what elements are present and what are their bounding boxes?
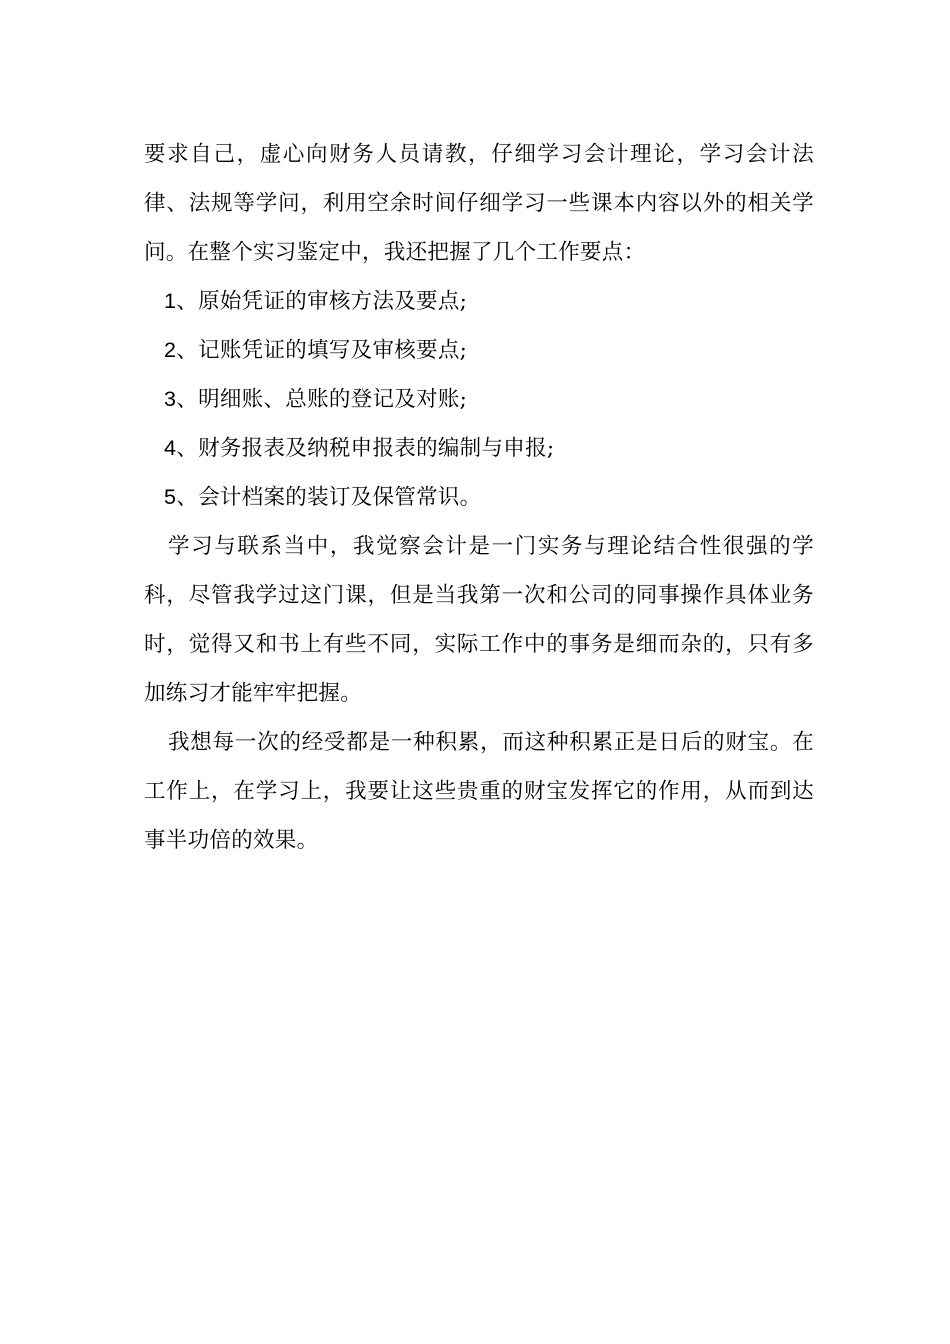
list-item-number: 4 [164, 436, 177, 460]
body-paragraph-3: 我想每一次的经受都是一种积累，而这种积累正是日后的财宝。在工作上，在学习上，我要让这些贵重的财宝发挥它的作用，从而到达事半功倍的效果。 [144, 730, 814, 853]
list-item-text: 、原始凭证的审核方法及要点; [176, 289, 468, 314]
list-item-number: 3 [164, 387, 177, 411]
list-item-text: 、财务报表及纳税申报表的编制与申报; [176, 436, 555, 461]
intro-paragraph: 要求自己，虚心向财务人员请教，仔细学习会计理论，学习会计法律、法规等学问，利用空余时间仔细学习一些课本内容以外的相关学问。在整个实习鉴定中，我还把握了几个工作要点： [144, 142, 814, 265]
list-item-text: 、明细账、总账的登记及对账; [176, 387, 468, 412]
list-item-text: 、会计档案的装订及保管常识。 [176, 485, 482, 510]
body-paragraph-2: 学习与联系当中，我觉察会计是一门实务与理论结合性很强的学科，尽管我学过这门课，但是当我第一次和公司的同事操作具体业务时，觉得又和书上有些不同，实际工作中的事务是细而杂的，只有多加练习才能牢牢把握。 [144, 534, 814, 706]
list-item [144, 473, 814, 522]
key-points-list [144, 277, 814, 522]
list-item [144, 326, 814, 375]
list-item [144, 375, 814, 424]
list-item-number: 5 [164, 485, 177, 509]
list-item-number: 1 [164, 289, 177, 313]
list-item-text: 、记账凭证的填写及审核要点; [176, 338, 468, 363]
document-body [144, 130, 814, 865]
list-item-number: 2 [164, 338, 177, 362]
list-item [144, 424, 814, 473]
list-item [144, 277, 814, 326]
